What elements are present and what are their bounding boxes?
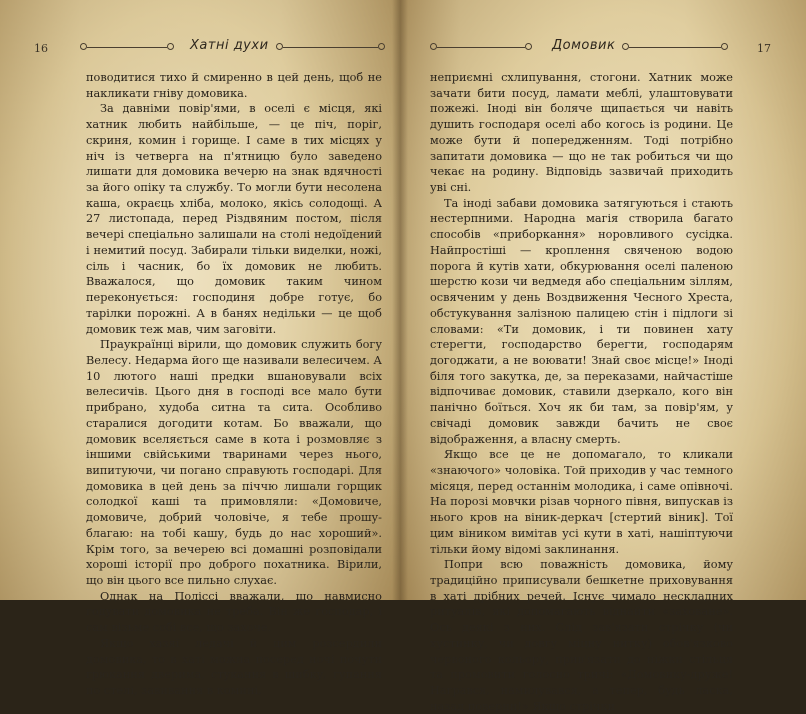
paragraph: неприємні схлипування, стогони. Хатник може зачати бити посуд, ламати меблі, улаштовувати пожежі. Іноді він боляче щипається чи навіть душить господаря оселі або когось із родини. Це може бути й попередженням. Тоді потрібно запитати домовика — що не так робиться чи що чекає на родину. Відповідь зазвичай приходить уві сні.: [430, 71, 733, 195]
ornament-node: [167, 43, 174, 50]
right-page: [400, 0, 806, 713]
paragraph: поводитися тихо й смиренно в цей день, щоб не накликати гніву домовика.: [86, 71, 382, 100]
ornament-node: [378, 43, 385, 50]
ornament-node: [430, 43, 437, 50]
ornament-node: [276, 43, 283, 50]
right-body-text: [430, 70, 733, 714]
ornament-rule: [629, 47, 721, 48]
ornament-rule: [283, 47, 378, 48]
book-gutter: [392, 0, 408, 600]
ornament-node: [721, 43, 728, 50]
paragraph: Однак на Поліссі вважали, що навмисно годувати домовика не треба. Він же господар, і сам візьме собі все, що захоче.: [86, 589, 382, 635]
paragraph: Якщо все це не допомагало, то кликали «знаючого» чоловіка. Той приходив у час темного місяця, перед останнім молодика, і саме опівночі. На порозі мовчки різав чорного півня, випускав із нього кров на віник-деркач [стертий віник]. Тої цим віником вимітав усі кути в хаті, нашіптуючи тільки йому відомі заклинання.: [430, 448, 733, 556]
paragraph: Та іноді забави домовика затягуються і стають нестерпними. Народна магія створила багато способів «приборкання» норовливого сусідка. Найпростіші — кроплення свяченою водою порога й кутів хати, обкурювання оселі паленою шерстю кози чи ведмедя або спеціальним зіллям, освяченим у день Воздвиження Чесного Хреста, обстукування залізною палицею стін і підлоги зі словами: «Ти домовик, і ти повинен хату стерегти, господарство берегти, господарям догоджати, а не воювати! Знай своє місце!» Іноді біля того закутка, де, за переказами, найчастіше відпочиває домовик, ставили дзеркало, кого він панічно боїться. Хоч як би там, за повір'ям, у свічаді домовик завжди бачить не своє відображення, а власну смерть.: [430, 196, 733, 446]
left-running-head-title: Хатні духи: [190, 38, 269, 53]
right-page-number: 17: [757, 42, 771, 55]
left-body-text: [86, 70, 382, 699]
ornament-rule: [87, 47, 167, 48]
paragraph: Попри всю поважність домовика, йому традиційно приписували бешкетне приховування в хаті дрібних речей. Існує чимало нескладних ритуалів, які допомагають віднайти «заховане». Ось деякі з них. Слід зав'язати стрічку (чи хустинку, чи довгу міцну нитку) обов'язково червоного кольору, прив'язати до ніжки стільця та промовити голосно тричі: «Домовику-друже! Награвся, намилувався, а тепер, будь ласка, назад поверни!» Якщо стрічки: [430, 558, 733, 713]
right-running-head: [400, 38, 806, 58]
left-running-head: [0, 38, 400, 58]
paragraph: Праукраїнці вірили, що домовик служить богу Велесу. Недарма його ще називали велесичем. А 10 лютого наші предки вшановували всіх велесичів. Цього дня в господі все мало бути прибрано, худоба ситна та сита. Особливо старалися догодити котам. Бо вважали, що домовик вселяється саме в кота і розмовляє з іншими свійськими тваринами через нього, випитуючи, чи погано справують господарі. Для домовика в цей день за піччю лишали горщик солодкої каші та примовляли: «Домовиче, домовиче, добрий чоловіче, я тебе прошу-благаю: на тобі кашу, будь до нас хороший». Крім того, за вечерею всі домашні розповідали хороші історії про доброго похатника. Вірили, що він цього все пильно слухає.: [86, 338, 382, 587]
right-running-head-title: Домовик: [552, 38, 616, 53]
paragraph: За давніми повір'ями, в оселі є місця, які хатник любить найбільше, — це піч, поріг, скриня, комин і горище. І саме в тих місцях у ніч із четверга на п'ятницю було заведено лишати для домовика вечерю на знак вдячності за його опіку та службу. То могли бути несолена каша, окраєць хліба, молоко, якісь солодощі. А 27 листопада, перед Різдвяним постом, після вечері спеціально залишали на столі недоїдений і немитий посуд. Забирали тільки виделки, ножі, сіль і часник, бо їх домовик не любить. Вважалося, що домовик таким чином переконується: господиня добре готує, бо тарілки порожні. А в банях недільки — це щоб домовик теж мав, чим заговіти.: [86, 102, 382, 336]
left-page: [0, 0, 400, 698]
ornament-node: [622, 43, 629, 50]
ornament-node: [80, 43, 87, 50]
paragraph: Якщо хазяї ледачі й цим розсердили домовика, то в хаті можна посеред ночі почути грюкання дверима, стукання в шибку, гупання по стелі, завивання в комині,: [86, 636, 382, 698]
ornament-rule: [437, 47, 525, 48]
ornament-node: [525, 43, 532, 50]
left-page-number: 16: [34, 42, 48, 55]
